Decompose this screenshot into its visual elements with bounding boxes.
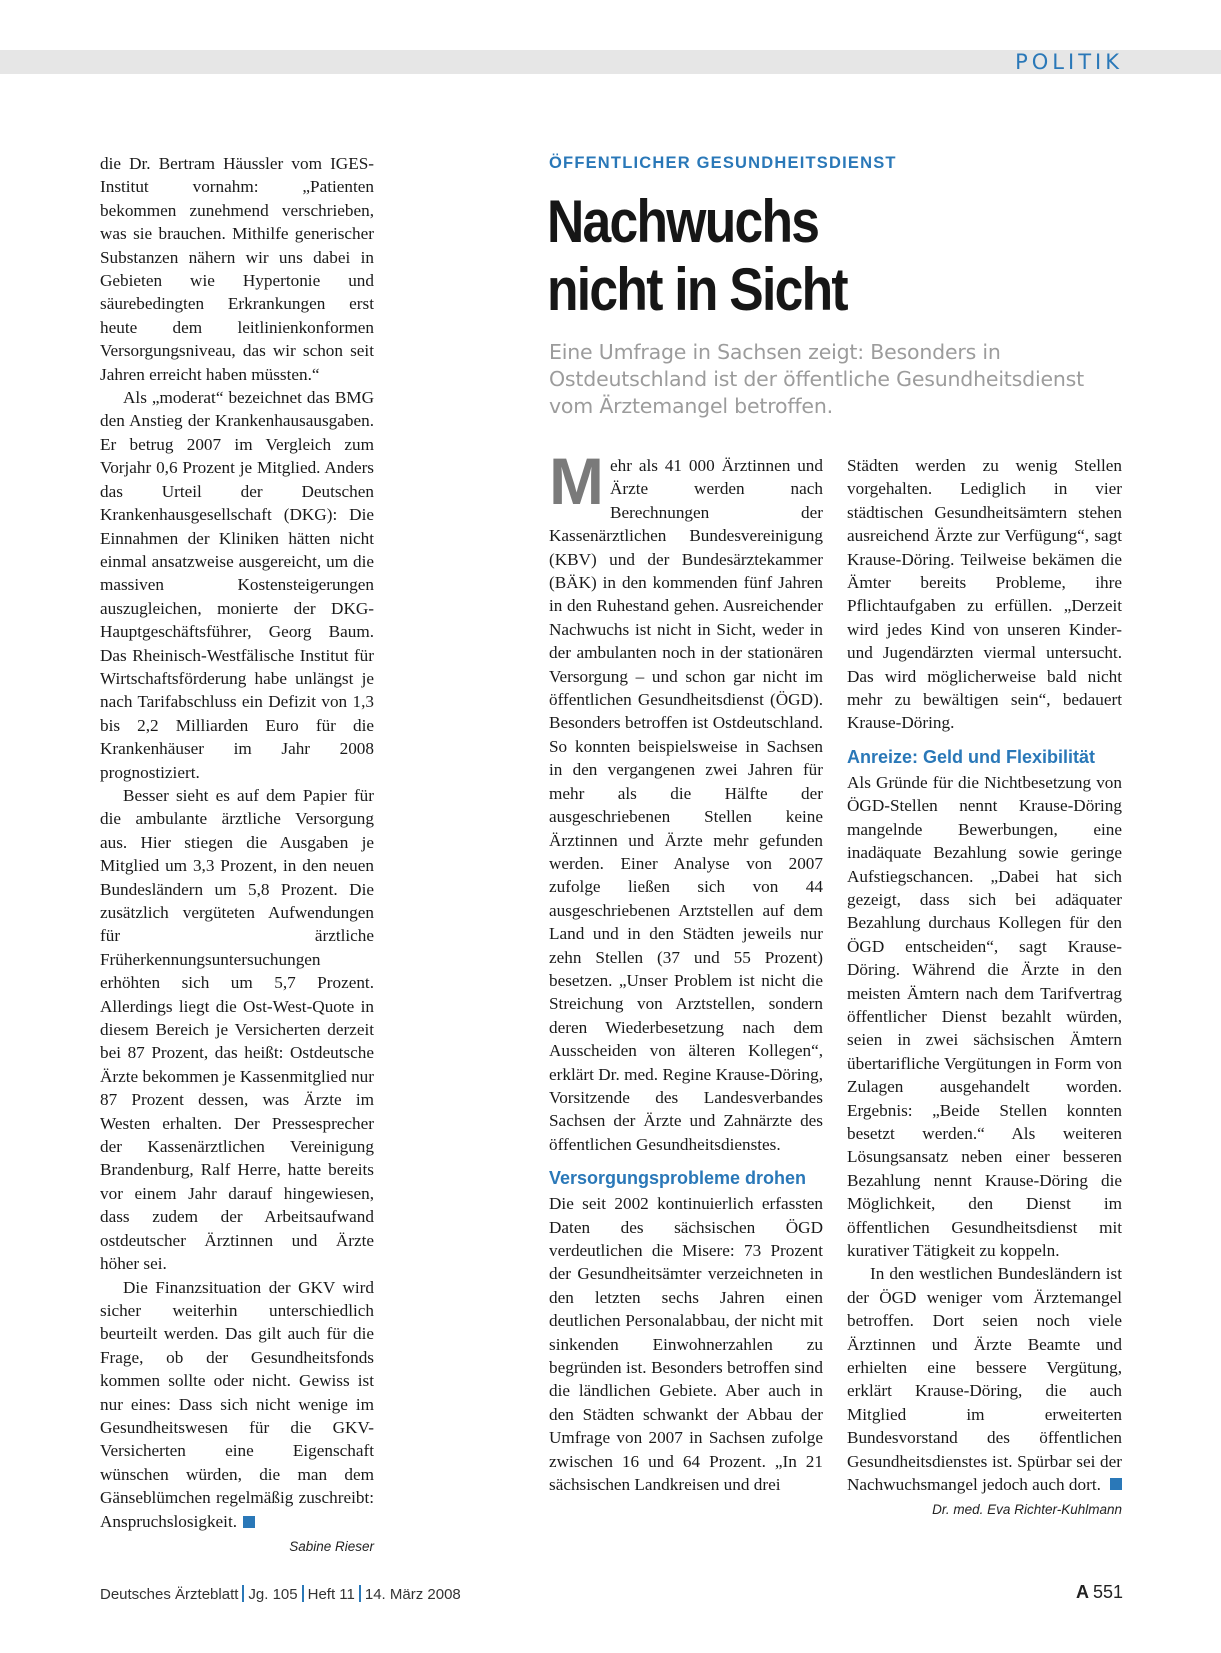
footer-separator [359, 1585, 361, 1602]
footer-separator [242, 1585, 244, 1602]
subheading: Anreize: Geld und Flexibilität [847, 746, 1096, 767]
article-author: Dr. med. Eva Richter-Kuhlmann [932, 1502, 1122, 1518]
page-footer [100, 1585, 461, 1603]
section-label: POLITIK [1015, 50, 1123, 74]
journal-volume: Jg. 105 [248, 1586, 298, 1603]
article-paragraph: Die seit 2002 kontinuierlich erfassten Daten des sächsischen ÖGD verdeutlichen die Misere: 73 Prozent der Gesundheitsämter verzeichneten in den letzten sechs Jahren einen deutlichen Personalabbau, der nicht mit sinkenden Einwohnerzahlen zu begründen ist. Besonders betroffen sind die ländlichen Gebiete. Aber auch in den Städten schwankt der Abbau der Umfrage von 2007 in Sachsen zufolge zwischen 16 und 64 Prozent. „In 21 sächsischen Landkreisen und drei [549, 1194, 823, 1495]
previous-article-column [100, 152, 374, 1558]
article-paragraph: Städten werden zu wenig Stellen vorgehalten. Lediglich in vier städtischen Gesundheitsämtern stehen ausreichend Ärzte zur Verfügung“, sagt Krause-Döring. Teilweise bekämen die Ämter bereits Probleme, ihre Pflichtaufgaben zu erfüllen. „Derzeit wird jedes Kind von unseren Kinder- und Jugendärzten viermal untersucht. Das wird möglicherweise bald nicht mehr zu bewältigen sein“, bedauert Krause-Döring. [847, 456, 1122, 733]
prev-paragraph-last [100, 1276, 374, 1533]
article-column-1 [549, 444, 823, 1496]
headline-line: nicht in Sicht [547, 256, 847, 323]
prev-paragraph: Besser sieht es auf dem Papier für die ambulante ärztliche Versorgung aus. Hier stiegen die Ausgaben je Mitglied um 3,3 Prozent, in den neuen Bundesländern um 5,8 Prozent. Die zusätzlich vergüteten Aufwendungen für ärztliche Früherkennungsuntersuchungen erhöhten sich um 5,7 Prozent. Allerdings liegt die Ost-West-Quote in diesem Bereich je Versicherten derzeit bei 87 Prozent, das heißt: Ostdeutsche Ärzte bekommen je Kassenmitglied nur 87 Prozent dessen, was Ärzte im Westen erhalten. Der Pressesprecher der Kassenärztlichen Vereinigung Brandenburg, Ralf Herre, hatte bereits vor einem Jahr darauf hingewiesen, dass zudem der Arbeitsaufwand ostdeutscher Ärztinnen und Ärzte höher sei. [100, 785, 374, 1274]
prev-paragraph-text: Die Finanzsituation der GKV wird sicher weiterhin unterschiedlich beurteilt werden. Das gilt auch für die Frage, ob der Gesundheitsfonds kommen sollte oder nicht. Gewiss ist nur eines: Dass sich nicht wenige im Gesundheitswesen für die GKV-Versicherten eine Eigenschaft wünschen würden, die man dem Gänseblümchen regelmäßig zuschreibt: Anspruchslosigkeit. [100, 1277, 374, 1531]
article-headline [547, 188, 1029, 324]
article-paragraph: Als Gründe für die Nichtbesetzung von ÖGD-Stellen nennt Krause-Döring mangelnde Bewerbungen, eine inadäquate Bezahlung sowie geringe Aufstiegschancen. „Dabei hat sich gezeigt, dass sich bei adäquater Bezahlung durchaus Kollegen für den ÖGD entscheiden“, sagt Krause-Döring. Während die Ärzte in den meisten Ämtern nach dem Tarifvertrag öffentlicher Dienst bezahlt würden, seien in zwei sächsischen Ämtern übertarifliche Vergütungen in Form von Zulagen ausgehandelt worden. Ergebnis: „Beide Stellen konnten besetzt werden.“ Als weiteren Lösungsansatz neben einer besseren Bezahlung nennt Krause-Döring die Möglichkeit, den Dienst im öffentlichen Gesundheitsdienst mit kurativer Tätigkeit zu koppeln. [847, 772, 1122, 1260]
article-column-2 [847, 454, 1122, 1522]
prev-paragraph: die Dr. Bertram Häussler vom IGES-Institut vornahm: „Patienten bekommen zunehmend verschrieben, was sie brauchen. Mithilfe generischer Substanzen nähern wir uns dabei in Gebieten wie Hypertonie und säurebedingten Erkrankungen erst heute dem leitlinienkonformen Versorgungsniveau, das wir schon seit Jahren erreicht haben müssten.“ [100, 154, 374, 384]
page-prefix: A [1075, 1582, 1089, 1602]
page-number-value: 551 [1092, 1582, 1123, 1602]
article-end-square-icon [243, 1516, 255, 1528]
prev-article-author: Sabine Rieser [289, 1538, 374, 1554]
issue-date: 14. März 2008 [364, 1586, 461, 1603]
article-paragraph-text: In den westlichen Bundesländern ist der ÖGD weniger vom Ärztemangel betroffen. Dort seien noch viele Ärztinnen und Ärzte Beamte und erhielten eine bessere Vergütung, erklärt Krause-Döring, die auch Mitglied im erweiterten Bundesvorstand des öffentlichen Gesundheitsdienstes ist. Spürbar sei der Nachwuchsmangel jedoch auch dort. [847, 1264, 1122, 1495]
prev-paragraph: Als „moderat“ bezeichnet das BMG den Anstieg der Krankenhausausgaben. Er betrug 2007 im Vergleich zum Vorjahr 0,6 Prozent je Mitglied. Anders das Urteil der Deutschen Krankenhausgesellschaft (DKG): Die Einnahmen der Kliniken hätten nicht einmal ansatzweise ausgereicht, um die massiven Kostensteigerungen auszugleichen, monierte der DKG-Hauptgeschäftsführer, Georg Baum. Das Rheinisch-Westfälische Institut für Wirtschaftsförderung habe unlängst je nach Tarifabschluss ein Defizit von 1,3 bis 2,2 Milliarden Euro für die Krankenhäuser im Jahr 2008 prognostiziert. [100, 388, 374, 782]
footer-separator [302, 1585, 304, 1602]
article-paragraph-last [847, 1262, 1122, 1496]
drop-cap: M [549, 444, 604, 518]
headline-line: Nachwuchs [547, 188, 819, 255]
article-standfirst: Eine Umfrage in Sachsen zeigt: Besonders in Ostdeutschland ist der öffentliche Gesundheitsdienst vom Ärztemangel betroffen. [549, 340, 1084, 418]
article-kicker: ÖFFENTLICHER GESUNDHEITSDIENST [549, 154, 897, 172]
lead-text: ehr als 41 000 Ärztinnen und Ärzte werden nach Berechnungen der Kassenärztlichen Bundesvereinigung (KBV) und der Bundesärztekammer (BÄK) in den kommenden fünf Jahren in den Ruhestand gehen. Ausreichender Nachwuchs ist nicht in Sicht, weder in der ambulanten noch in der stationären Versorgung – und schon gar nicht im öffentlichen Gesundheitsdienst (ÖGD). Besonders betroffen ist Ostdeutschland. So konnten beispielsweise in Sachsen in den vergangenen zwei Jahren für mehr als die Hälfte der ausgeschriebenen Stellen keine Ärztinnen und Ärzte mehr gefunden werden. Einer Analyse von 2007 zufolge ließen sich von 44 ausgeschriebenen Arztstellen auf dem Land und in den Städten jeweils nur zehn Stellen (37 und 55 Prozent) besetzen. „Unser Problem ist nicht die Streichung von Arztstellen, sondern deren Wiederbesetzung nach dem Ausscheiden von älteren Kollegen“, erklärt Dr. med. Regine Krause-Döring, Vorsitzende des Landesverbandes Sachsen der Ärzte und Zahnärzte des öffentlichen Gesundheitsdienstes. [549, 456, 823, 1154]
page-number [1076, 1582, 1123, 1603]
article-paragraph-lead [549, 444, 823, 1156]
subheading: Versorgungsprobleme drohen [549, 1168, 807, 1189]
article-end-square-icon [1110, 1478, 1122, 1490]
journal-issue: Heft 11 [307, 1586, 355, 1603]
journal-name: Deutsches Ärzteblatt [100, 1586, 239, 1603]
